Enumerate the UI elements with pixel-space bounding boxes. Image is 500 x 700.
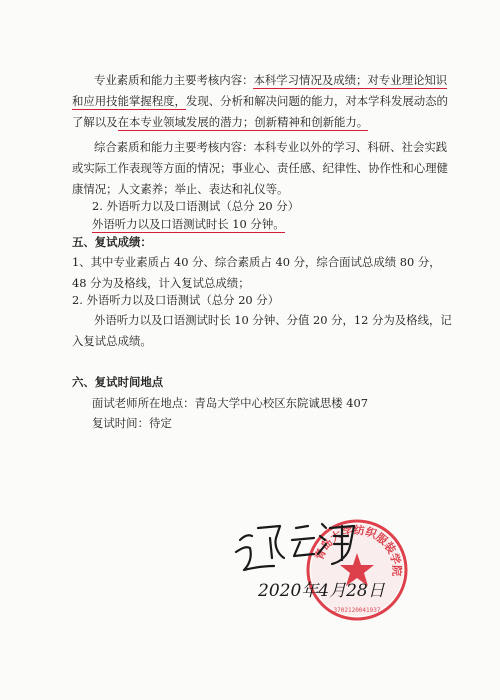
underlined-text: 对专业理论知识和应用技能掌握程度， bbox=[72, 73, 448, 108]
interview-location: 面试老师所在地点：青岛大学中心校区东院诚思楼 407 bbox=[92, 396, 368, 410]
paragraph-score-one: 1、其中专业素质占 40 分、综合素质占 40 分，综合面试总成绩 80 分，48 分为及格线，计入复试总成绩； bbox=[72, 255, 441, 290]
underlined-text: 外语听力以及口语测试时长 10 分钟。 bbox=[92, 217, 285, 231]
interview-time: 复试时间：待定 bbox=[92, 416, 172, 430]
underlined-text: 本科学习情况及成绩； bbox=[253, 73, 368, 87]
svg-text:2020年4月28日: 2020年4月28日 bbox=[258, 581, 385, 601]
paragraph-comprehensive-ability: 综合素质和能力主要考核内容：本科专业以外的学习、科研、社会实践或实际工作表现等方面的情况；事业心、责任感、纪律性、协作性和心理健康情况；人文素养；举止、表达和礼仪等。 bbox=[72, 140, 448, 196]
underlined-text: 创新精神和创新能力。 bbox=[254, 115, 369, 129]
svg-text:青岛大学纺织服装学院: 青岛大学纺织服装学院 bbox=[312, 523, 404, 577]
handwritten-signature bbox=[222, 512, 392, 602]
text-middle: 发现、分析和解决问题的能力，对本学科发展动态的了解以及 bbox=[72, 94, 448, 129]
paragraph-score-two: 2. 外语听力以及口语测试（总分 20 分） bbox=[72, 293, 280, 307]
paragraph-score-detail: 外语听力以及口语测试时长 10 分钟、分值 20 分，12 分为及格线，记入复试总成绩。 bbox=[72, 313, 452, 348]
section-heading-six: 六、复试时间地点 bbox=[72, 375, 164, 389]
foreign-language-heading: 2. 外语听力以及口语测试（总分 20 分） bbox=[92, 199, 300, 213]
section-heading-five: 五、复试成绩： bbox=[72, 235, 152, 249]
paragraph-professional-ability bbox=[72, 70, 452, 133]
text-lead: 专业素质和能力主要考核内容： bbox=[94, 73, 254, 87]
underlined-text: 在本专业领域发展的潜力； bbox=[117, 115, 255, 129]
svg-text:3702120041937: 3702120041937 bbox=[333, 607, 381, 614]
